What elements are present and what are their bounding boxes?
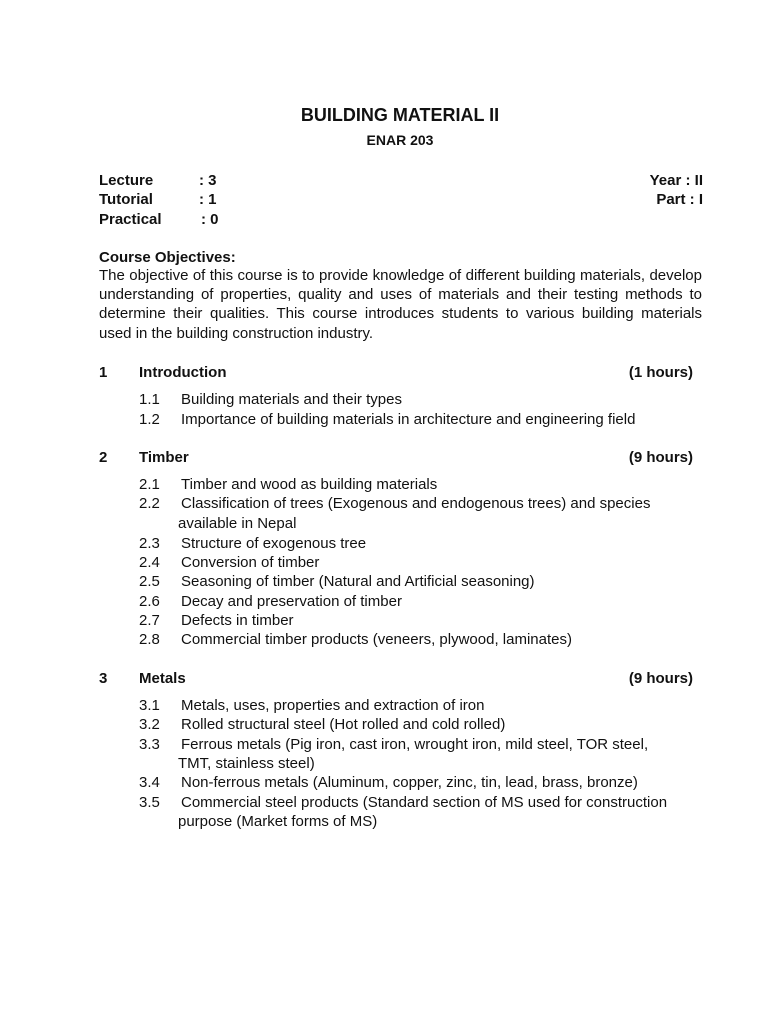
- item-number: 2.6: [139, 593, 160, 610]
- tutorial-value: : 1: [199, 191, 217, 208]
- item-text: Defects in timber: [181, 612, 294, 629]
- year-value: Year : II: [649, 172, 703, 189]
- item-number: 3.5: [139, 794, 160, 811]
- section-number: 1: [99, 364, 108, 381]
- page-title: BUILDING MATERIAL II: [300, 105, 500, 125]
- item-text: Commercial timber products (veneers, plywood, laminates): [181, 631, 572, 648]
- section-title: Metals: [139, 670, 186, 687]
- item-number: 2.4: [139, 554, 160, 571]
- objectives-text: The objective of this course is to provide knowledge of different building materials, develop understanding of properties, quality and uses of materials and their testing methods to determine their qualities. This course introduces students to various building materials used in the building construction industry.: [99, 267, 702, 342]
- item-text: Seasoning of timber (Natural and Artificial seasoning): [181, 573, 535, 590]
- item-number: 2.5: [139, 573, 160, 590]
- item-number: 1.1: [139, 391, 160, 408]
- part-value: Part : I: [656, 191, 703, 208]
- item-text-continued: purpose (Market forms of MS): [178, 813, 378, 830]
- section-hours: (9 hours): [628, 670, 693, 687]
- item-text: Timber and wood as building materials: [181, 476, 438, 493]
- item-text: Classification of trees (Exogenous and endogenous trees) and species: [181, 495, 651, 512]
- item-text: Commercial steel products (Standard section of MS used for construction: [181, 794, 668, 811]
- item-number: 3.2: [139, 716, 160, 733]
- section-title: Timber: [139, 449, 189, 466]
- item-text: Structure of exogenous tree: [181, 535, 367, 552]
- lecture-value: : 3: [199, 172, 217, 189]
- practical-label: Practical: [99, 211, 162, 228]
- item-text: Importance of building materials in architecture and engineering field: [181, 411, 636, 428]
- item-text: Non-ferrous metals (Aluminum, copper, zinc, tin, lead, brass, bronze): [181, 774, 638, 791]
- item-number: 2.2: [139, 495, 160, 512]
- section-hours: (9 hours): [628, 449, 693, 466]
- section-hours: (1 hours): [628, 364, 693, 381]
- item-number: 2.3: [139, 535, 160, 552]
- item-text: Conversion of timber: [181, 554, 320, 571]
- course-code: ENAR 203: [366, 132, 434, 148]
- tutorial-label: Tutorial: [99, 191, 153, 208]
- item-number: 2.1: [139, 476, 160, 493]
- item-number: 3.4: [139, 774, 160, 791]
- item-text-continued: TMT, stainless steel): [178, 755, 315, 772]
- item-number: 2.8: [139, 631, 160, 648]
- objectives-heading: Course Objectives:: [99, 249, 236, 266]
- item-text: Ferrous metals (Pig iron, cast iron, wrought iron, mild steel, TOR steel,: [181, 736, 649, 753]
- item-number: 2.7: [139, 612, 160, 629]
- item-text: Rolled structural steel (Hot rolled and cold rolled): [181, 716, 506, 733]
- item-text: Metals, uses, properties and extraction of iron: [181, 697, 485, 714]
- section-number: 2: [99, 449, 108, 466]
- section-number: 3: [99, 670, 108, 687]
- item-number: 1.2: [139, 411, 160, 428]
- item-number: 3.3: [139, 736, 160, 753]
- item-text: Decay and preservation of timber: [181, 593, 402, 610]
- item-text-continued: available in Nepal: [178, 515, 297, 532]
- item-text: Building materials and their types: [181, 391, 402, 408]
- item-number: 3.1: [139, 697, 160, 714]
- section-title: Introduction: [139, 364, 227, 381]
- practical-value: : 0: [201, 211, 219, 228]
- lecture-label: Lecture: [99, 172, 154, 189]
